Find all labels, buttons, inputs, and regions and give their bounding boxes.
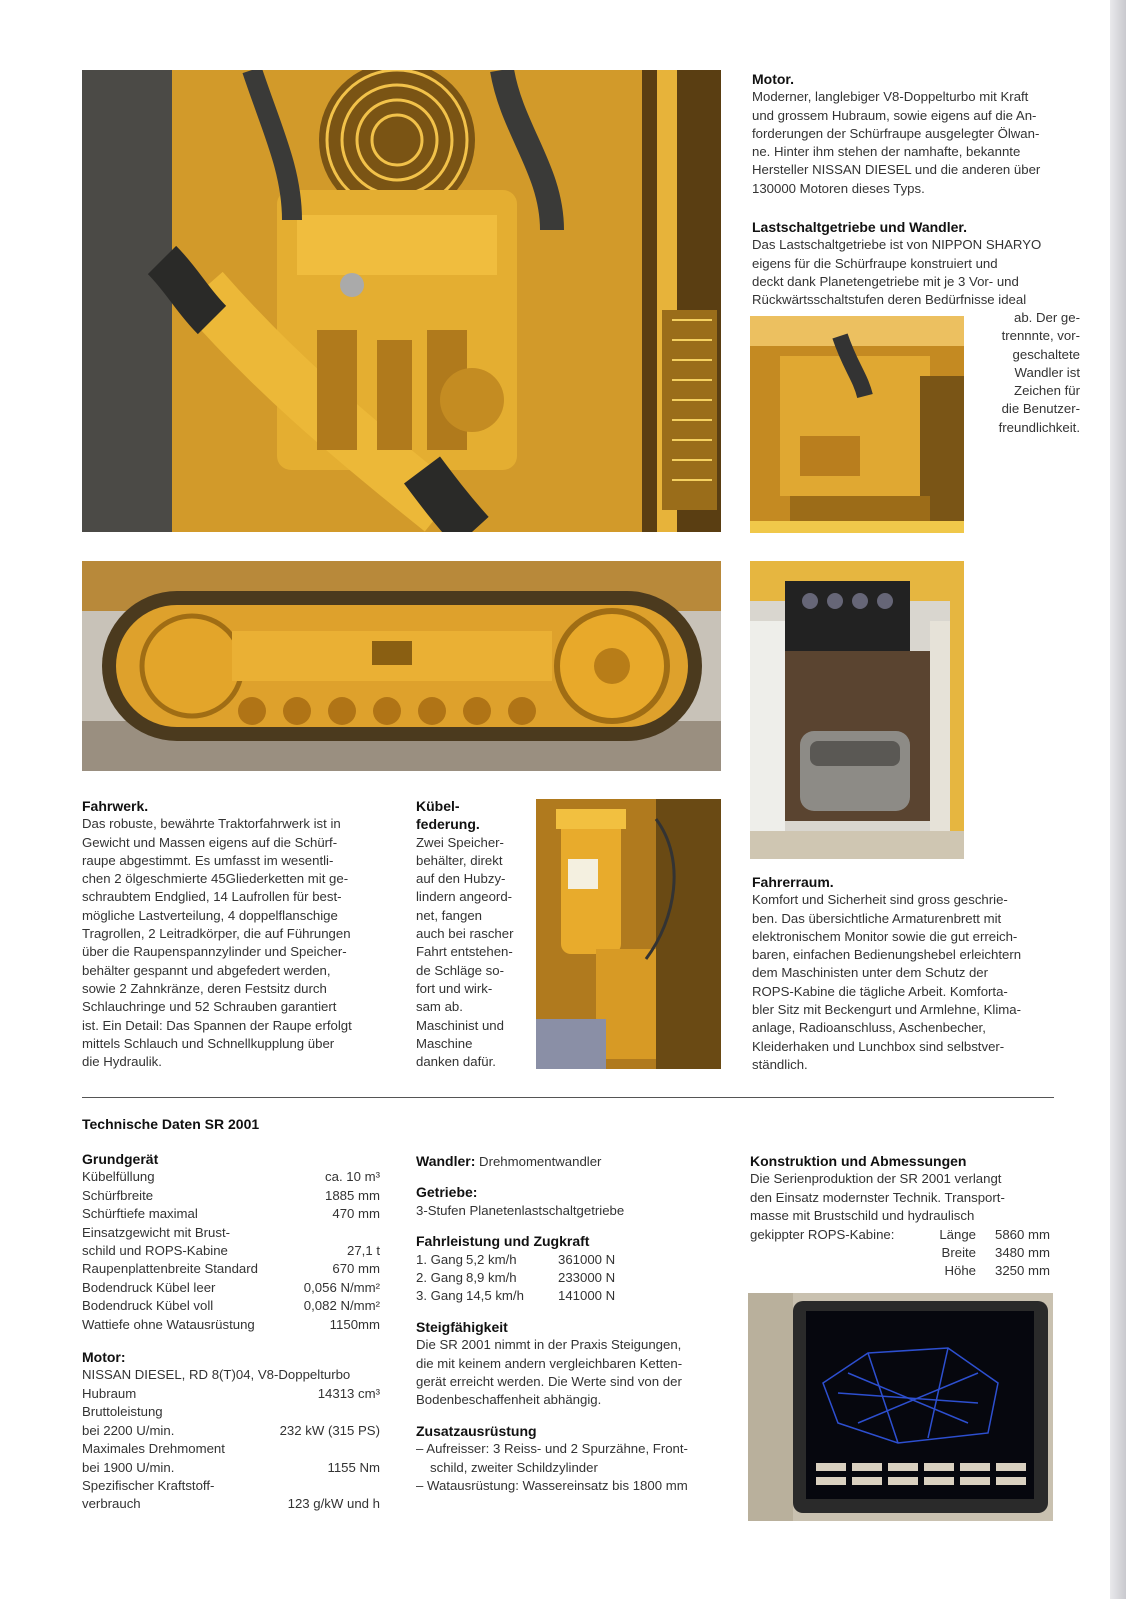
text-line: ben. Das übersichtliche Armaturenbrett mit	[752, 910, 1002, 926]
text-line: über die Raupenspannzylinder und Speicher-	[82, 944, 347, 960]
cad-monitor-photo	[748, 1293, 1053, 1521]
getriebe-heading: Lastschaltgetriebe und Wandler.	[752, 219, 967, 235]
text-line: ab. Der ge-	[1014, 310, 1080, 325]
spec-row: Hubraum 14313 cm³	[82, 1385, 380, 1401]
text-line: masse mit Brustschild und hydraulisch	[750, 1208, 975, 1224]
gear-row: 3. Gang 14,5 km/h 141000 N	[416, 1288, 616, 1304]
getriebe-text	[752, 218, 1082, 309]
zusatz-item: – Watausrüstung: Wassereinsatz bis 1800 mm	[416, 1478, 688, 1494]
spec-row: Bodendruck Kübel leer 0,056 N/mm²	[82, 1279, 380, 1295]
text-line: Moderner, langlebiger V8-Doppelturbo mit Kraft	[752, 89, 1029, 105]
spec-row: Bruttoleistung	[82, 1404, 163, 1420]
spec-row: verbrauch 123 g/kW und h	[82, 1496, 380, 1512]
text-line: und grossem Hubraum, sowie eigens auf die An-	[752, 107, 1037, 123]
spec-row: Wattiefe ohne Watausrüstung 1150mm	[82, 1316, 380, 1332]
text-line: Zeichen für	[1014, 383, 1080, 399]
text-line: sowie 2 Zahnkränze, deren Festsitz durch	[82, 980, 327, 996]
text-line: gerät erreicht werden. Die Werte sind von der	[416, 1374, 682, 1390]
text-line: ne. Hinter ihm stehen der namhafte, bekannte	[752, 144, 1021, 160]
text-line: auch bei rascher	[416, 926, 514, 942]
text-line: mittels Schlauch und Schnellkupplung über	[82, 1035, 335, 1051]
text-line: geschaltete	[1012, 346, 1080, 362]
spec-row: Raupenplattenbreite Standard 670 mm	[82, 1261, 380, 1277]
text-line: Maschine	[416, 1035, 473, 1051]
zusatz-item-cont: schild, zweiter Schildzylinder	[430, 1459, 598, 1475]
kuebel-heading-1: Kübel-	[416, 798, 460, 814]
fahrerraum-heading: Fahrerraum.	[752, 874, 834, 890]
dimensions-table: gekippter ROPS-Kabine: Länge 5860 mm Breite 3480 mm Höhe 3250 mm	[750, 1226, 1050, 1279]
text-line: ROPS-Kabine die tägliche Arbeit. Komforta-	[752, 983, 1008, 999]
suspension-photo	[536, 799, 721, 1069]
text-line: lindern angeord-	[416, 889, 513, 905]
text-line: anlage, Radioanschluss, Aschenbecher,	[752, 1020, 986, 1036]
text-line: raupe abgestimmt. Es umfasst im wesentli-	[82, 852, 334, 868]
wandler-line: Wandler: Drehmomentwandler	[416, 1153, 602, 1169]
spec-row: bei 2200 U/min. 232 kW (315 PS)	[82, 1422, 380, 1438]
text-line: Die Serienproduktion der SR 2001 verlangt	[750, 1171, 1002, 1187]
fahrerraum-text	[752, 873, 1062, 1074]
motor-text	[752, 70, 1082, 198]
fahrwerk-heading: Fahrwerk.	[82, 798, 149, 814]
gear-row: 1. Gang 5,2 km/h 361000 N	[416, 1251, 616, 1267]
tech-col-3	[750, 1152, 1050, 1281]
section-divider	[82, 1097, 1054, 1098]
text-line: Hersteller NISSAN DIESEL und die anderen über	[752, 162, 1041, 178]
tech-col-2	[416, 1152, 716, 1496]
zusatz-heading: Zusatzausrüstung	[416, 1422, 537, 1439]
track-photo	[82, 561, 721, 771]
tech-col-1	[82, 1150, 380, 1514]
tech-title-text: Technische Daten SR 2001	[82, 1116, 260, 1132]
text-line: fort und wirk-	[416, 980, 493, 996]
text-line: Schlauchringe und 52 Schrauben garantiert	[82, 999, 337, 1015]
text-line: den Einsatz modernster Technik. Transport-	[750, 1189, 1005, 1205]
text-line: forderungen der Schürfraupe ausgelegter Ölwan-	[752, 125, 1040, 141]
text-line: trennnte, vor-	[1001, 328, 1080, 344]
text-line: ständlich.	[752, 1056, 808, 1072]
text-line: behälter, direkt	[416, 852, 503, 868]
motor-spec-heading: Motor:	[82, 1349, 126, 1366]
text-line: ist. Ein Detail: Das Spannen der Raupe erfolgt	[82, 1017, 352, 1033]
spec-row: schild und ROPS-Kabine 27,1 t	[82, 1243, 380, 1259]
text-line: baren, einfachen Bedienungshebel erleichtern	[752, 947, 1022, 963]
text-line: Bodenbeschaffenheit abhängig.	[416, 1392, 602, 1408]
fahrleistung-heading: Fahrleistung und Zugkraft	[416, 1233, 590, 1250]
text-line: chen 2 ölgeschmierte 45Gliederketten mit ge-	[82, 871, 349, 887]
spec-row: Maximales Drehmoment	[82, 1441, 225, 1457]
spec-row: Kübelfüllung ca. 10 m³	[82, 1169, 380, 1185]
fahrwerk-text	[82, 797, 382, 1071]
text-line: freundlichkeit.	[998, 419, 1080, 435]
text-line: Kleiderhaken und Lunchbox sind selbstver-	[752, 1038, 1005, 1054]
text-line: Gewicht und Massen eigens auf die Schürf-	[82, 834, 338, 850]
tech-title	[82, 1115, 259, 1133]
page-edge	[1110, 0, 1126, 1599]
spec-row: Bodendruck Kübel voll 0,082 N/mm²	[82, 1298, 380, 1314]
spec-row: Spezifischer Kraftstoff-	[82, 1477, 215, 1493]
text-line: eigens für die Schürfraupe konstruiert und	[752, 255, 998, 271]
text-line: behälter gespannt und abgefedert werden,	[82, 962, 331, 978]
text-line: Fahrt entstehen-	[416, 944, 513, 960]
text-line: Das robuste, bewährte Traktorfahrwerk ist in	[82, 816, 341, 832]
spec-row: NISSAN DIESEL, RD 8(T)04, V8-Doppelturbo	[82, 1367, 351, 1383]
text-line: 130000 Motoren dieses Typs.	[752, 180, 925, 196]
spec-row: bei 1900 U/min. 1155 Nm	[82, 1459, 380, 1475]
gear-row: 2. Gang 8,9 km/h 233000 N	[416, 1270, 616, 1286]
text-line: Komfort und Sicherheit sind gross geschrie-	[752, 892, 1008, 908]
getriebe-spec-heading: Getriebe:	[416, 1184, 478, 1201]
getriebe-text-narrow	[970, 309, 1080, 437]
text-line: Die SR 2001 nimmt in der Praxis Steigungen,	[416, 1337, 682, 1353]
text-line: de Schläge so-	[416, 962, 504, 978]
getriebe-spec-value: 3-Stufen Planetenlastschaltgetriebe	[416, 1202, 625, 1218]
kuebel-heading-2: federung.	[416, 816, 480, 833]
text-line: Rückwärtsschaltstufen deren Bedürfnisse ideal	[752, 292, 1027, 308]
text-line: die mit keinem andern vergleichbaren Ketten-	[416, 1355, 683, 1371]
engine-photo	[82, 70, 721, 532]
text-line: die Benutzer-	[1001, 401, 1080, 417]
text-line: deckt dank Planetengetriebe mit je 3 Vor- und	[752, 273, 1019, 289]
kuebel-text	[416, 797, 531, 1071]
text-line: elektronischem Monitor sowie die gut erreich-	[752, 928, 1018, 944]
konstruktion-heading: Konstruktion und Abmessungen	[750, 1153, 967, 1169]
text-line: schraubtem Endglied, 14 Laufrollen für best-	[82, 889, 342, 905]
text-line: dem Maschinisten unter dem Schutz der	[752, 965, 989, 981]
text-line: Das Lastschaltgetriebe ist von NIPPON SHARYO	[752, 237, 1042, 253]
text-line: Wandler ist	[1014, 364, 1080, 380]
steigfaehigkeit-heading: Steigfähigkeit	[416, 1318, 508, 1335]
text-line: die Hydraulik.	[82, 1054, 162, 1070]
text-line: net, fangen	[416, 907, 482, 923]
text-line: bler Sitz mit Beckengurt und Armlehne, Klima-	[752, 1002, 1021, 1018]
text-line: sam ab.	[416, 999, 463, 1015]
cab-photo	[750, 561, 964, 859]
text-line: danken dafür.	[416, 1054, 496, 1070]
spec-row: Einsatzgewicht mit Brust-	[82, 1224, 231, 1240]
text-line: Tragrollen, 2 Leitradkörper, die auf Führungen	[82, 926, 351, 942]
zusatz-item: – Aufreisser: 3 Reiss- und 2 Spurzähne, Front-	[416, 1441, 688, 1457]
text-line: Maschinist und	[416, 1017, 504, 1033]
spec-row: Schürftiefe maximal 470 mm	[82, 1206, 380, 1222]
text-line: Zwei Speicher-	[416, 834, 504, 850]
motor-heading: Motor.	[752, 71, 794, 87]
grundgeraet-heading: Grundgerät	[82, 1151, 159, 1167]
text-line: mögliche Lastverteilung, 4 doppelflanschige	[82, 907, 338, 923]
text-line: auf den Hubzy-	[416, 871, 506, 887]
gearbox-photo	[750, 316, 964, 533]
spec-row: Schürfbreite 1885 mm	[82, 1187, 380, 1203]
